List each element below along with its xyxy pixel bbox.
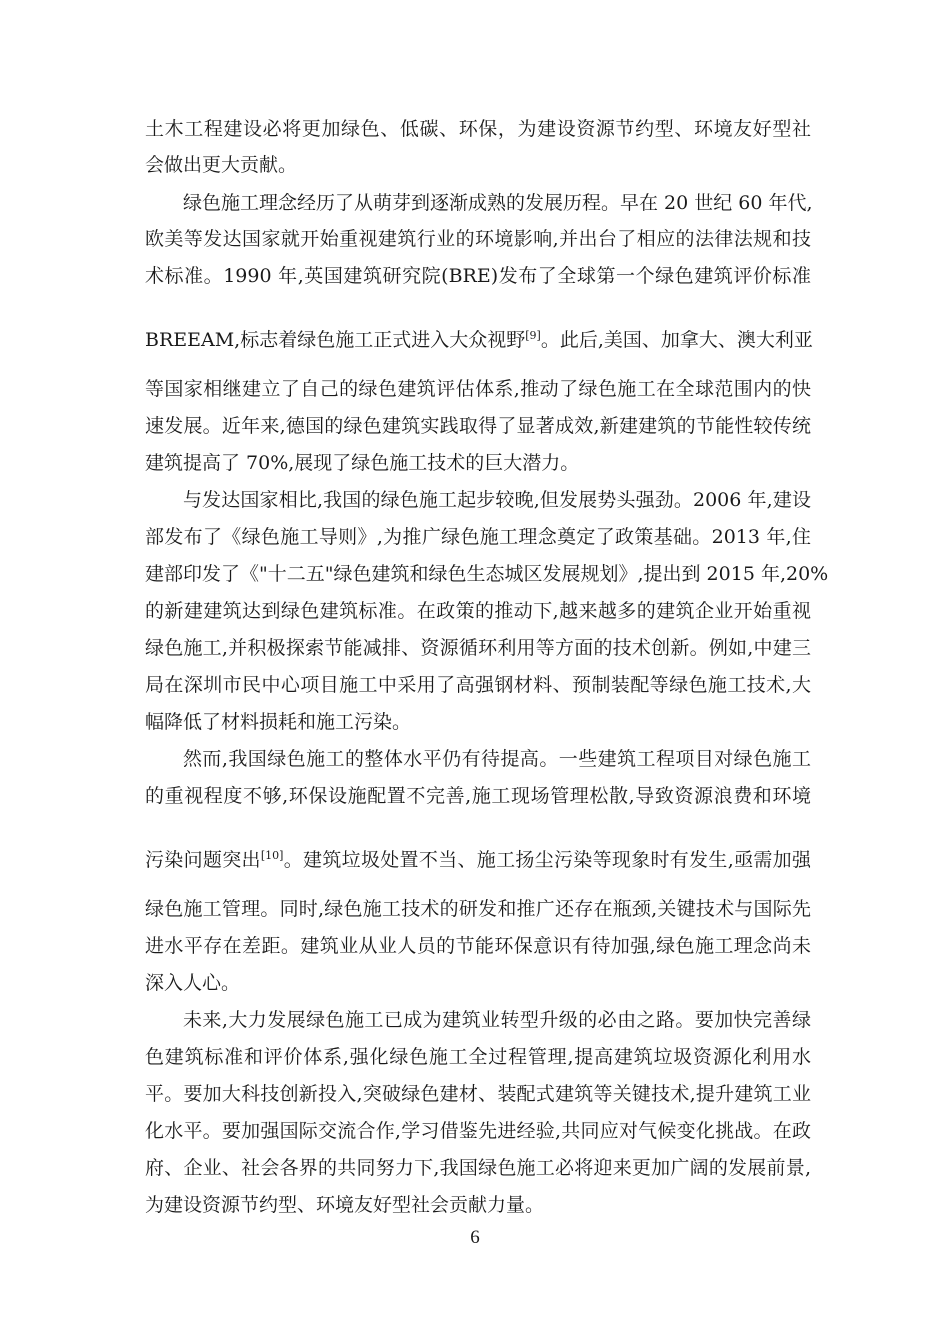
paragraph-line bbox=[145, 929, 811, 963]
citation-superscript: [10] bbox=[260, 849, 284, 862]
line-text: 术标准。1990 年,英国建筑研究院(BRE)发布了全球第一个绿色建筑评价标准 bbox=[145, 265, 811, 287]
line-text: 绿色施工,并积极探索节能减排、资源循环利用等方面的技术创新。例如,中建三 bbox=[145, 637, 811, 659]
line-text: 深入人心。 bbox=[145, 972, 241, 994]
paragraph-line bbox=[145, 631, 811, 665]
line-text: 幅降低了材料损耗和施工污染。 bbox=[145, 711, 412, 733]
line-text: BREEAM,标志着绿色施工正式进入大众视野 bbox=[145, 329, 526, 351]
line-text: 会做出更大贡献。 bbox=[145, 154, 298, 176]
paragraph-line bbox=[145, 222, 811, 256]
line-text: 平。要加大科技创新投入,突破绿色建材、装配式建筑等关键技术,提升建筑工业 bbox=[145, 1083, 811, 1105]
line-text: 土木工程建设必将更加绿色、低碳、环保，为建设资源节约型、环境友好型社 bbox=[145, 118, 811, 140]
paragraph-line bbox=[145, 557, 829, 591]
line-text: 等国家相继建立了自己的绿色建筑评估体系,推动了绿色施工在全球范围内的快 bbox=[145, 378, 811, 400]
line-text: 的新建建筑达到绿色建筑标准。在政策的推动下,越来越多的建筑企业开始重视 bbox=[145, 600, 811, 622]
line-text: 建筑提高了 70%,展现了绿色施工技术的巨大潜力。 bbox=[145, 452, 580, 474]
paragraph-line bbox=[145, 892, 811, 926]
paragraph-line bbox=[145, 1151, 811, 1185]
paragraph-line bbox=[145, 323, 811, 357]
paragraph-line bbox=[145, 705, 811, 739]
paragraph-line bbox=[145, 594, 811, 628]
paragraph-line bbox=[145, 843, 811, 877]
paragraph-line bbox=[145, 966, 811, 1000]
page-number: 6 bbox=[470, 1227, 480, 1248]
line-text: 为建设资源节约型、环境友好型社会贡献力量。 bbox=[145, 1194, 545, 1216]
line-text: 府、企业、社会各界的共同努力下,我国绿色施工必将迎来更加广阔的发展前景, bbox=[145, 1157, 811, 1179]
line-text: 进水平存在差距。建筑业从业人员的节能环保意识有待加强,绿色施工理念尚未 bbox=[145, 935, 811, 957]
line-text: 。建筑垃圾处置不当、施工扬尘污染等现象时有发生,亟需加强 bbox=[283, 849, 811, 871]
paragraph-line bbox=[183, 483, 811, 517]
paragraph-line bbox=[145, 779, 811, 813]
line-text: 。此后,美国、加拿大、澳大利亚 bbox=[540, 329, 813, 351]
paragraph-line bbox=[183, 1003, 811, 1037]
line-text: 部发布了《绿色施工导则》,为推广绿色施工理念奠定了政策基础。2013 年,住 bbox=[145, 526, 811, 548]
paragraph-line bbox=[145, 409, 811, 443]
paragraph-line bbox=[145, 1040, 811, 1074]
line-text: 化水平。要加强国际交流合作,学习借鉴先进经验,共同应对气候变化挑战。在政 bbox=[145, 1120, 811, 1142]
paragraph-line bbox=[183, 742, 811, 776]
line-text: 色建筑标准和评价体系,强化绿色施工全过程管理,提高建筑垃圾资源化利用水 bbox=[145, 1046, 811, 1068]
paragraph-line bbox=[145, 1077, 811, 1111]
paragraph-line bbox=[145, 259, 811, 293]
paragraph-line bbox=[145, 148, 811, 182]
line-text: 污染问题突出 bbox=[145, 849, 261, 871]
line-text: 然而,我国绿色施工的整体水平仍有待提高。一些建筑工程项目对绿色施工 bbox=[183, 748, 811, 770]
paragraph-line bbox=[183, 186, 811, 220]
line-text: 绿色施工理念经历了从萌芽到逐渐成熟的发展历程。早在 20 世纪 60 年代, bbox=[183, 192, 813, 214]
paragraph-line bbox=[145, 520, 811, 554]
paragraph-line bbox=[145, 1114, 811, 1148]
paragraph-line bbox=[145, 372, 811, 406]
citation-superscript: [9] bbox=[525, 329, 541, 342]
paragraph-line bbox=[145, 1188, 811, 1222]
line-text: 的重视程度不够,环保设施配置不完善,施工现场管理松散,导致资源浪费和环境 bbox=[145, 785, 811, 807]
line-text: 绿色施工管理。同时,绿色施工技术的研发和推广还存在瓶颈,关键技术与国际先 bbox=[145, 898, 811, 920]
paragraph-line bbox=[145, 446, 811, 480]
line-text: 欧美等发达国家就开始重视建筑行业的环境影响,并出台了相应的法律法规和技 bbox=[145, 228, 811, 250]
paragraph-line bbox=[145, 668, 811, 702]
line-text: 建部印发了《"十二五"绿色建筑和绿色生态城区发展规划》,提出到 2015 年,20% bbox=[145, 563, 829, 585]
line-text: 速发展。近年来,德国的绿色建筑实践取得了显著成效,新建建筑的节能性较传统 bbox=[145, 415, 811, 437]
line-text: 未来,大力发展绿色施工已成为建筑业转型升级的必由之路。要加快完善绿 bbox=[183, 1009, 811, 1031]
line-text: 局在深圳市民中心项目施工中采用了高强钢材料、预制装配等绿色施工技术,大 bbox=[145, 674, 811, 696]
line-text: 与发达国家相比,我国的绿色施工起步较晚,但发展势头强劲。2006 年,建设 bbox=[183, 489, 811, 511]
paragraph-line bbox=[145, 112, 811, 146]
